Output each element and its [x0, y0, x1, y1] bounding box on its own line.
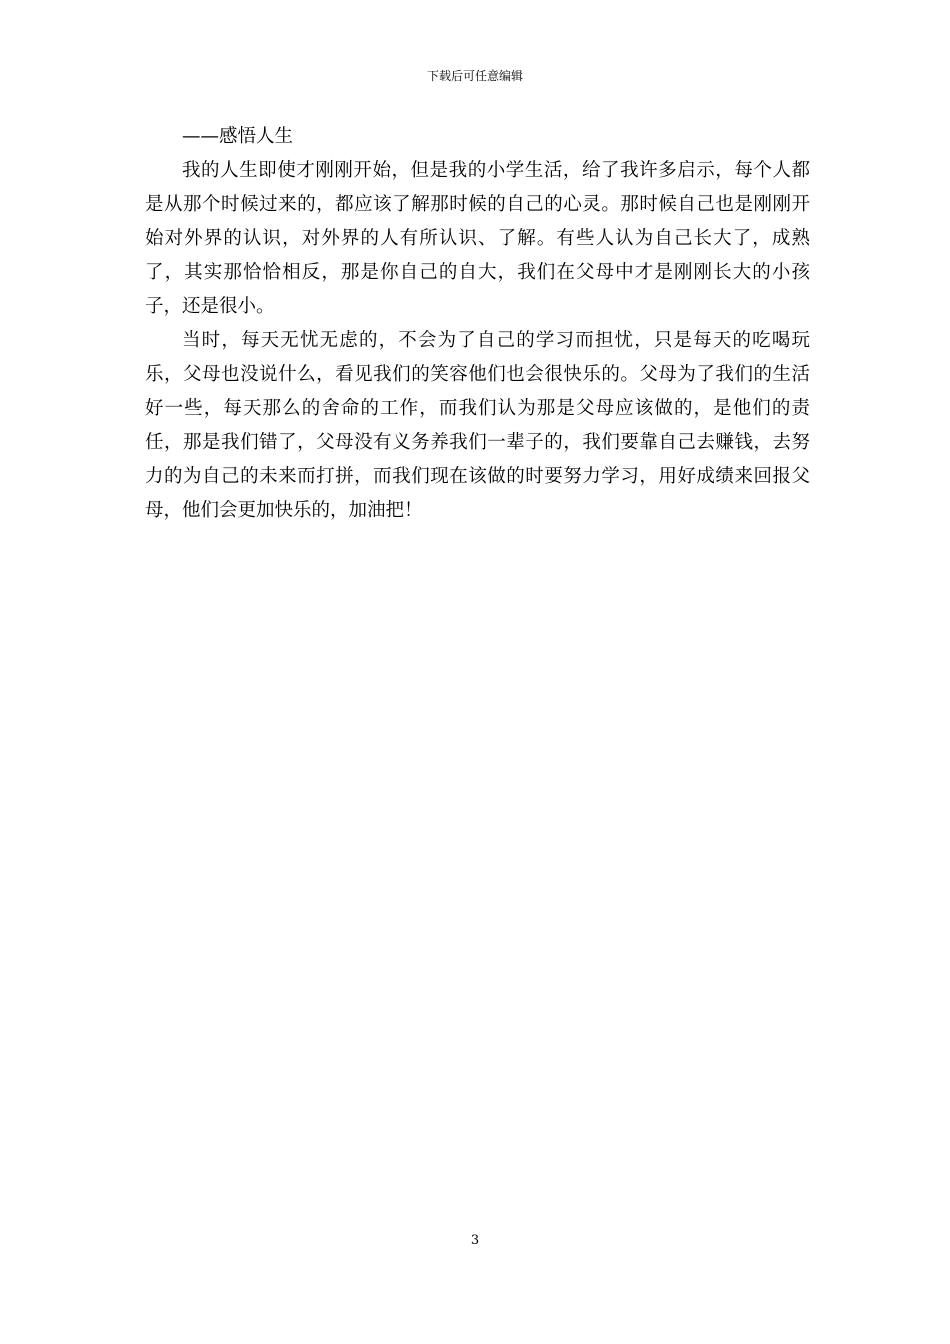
paragraph-1: 我的人生即使才刚刚开始，但是我的小学生活，给了我许多启示，每个人都是从那个时候过来的，都应该了解那时候的自己的心灵。那时候自己也是刚刚开始对外界的认识，对外界的人有所认识、了解。有些人认为自己长大了，成熟了，其实那恰恰相反，那是你自己的自大，我们在父母中才是刚刚长大的小孩子，还是很小。 [145, 160, 810, 317]
article-subtitle: ——感悟人生 [182, 126, 294, 147]
paragraph-2: 当时，每天无忧无虑的，不会为了自己的学习而担忧，只是每天的吃喝玩乐，父母也没说什么，看见我们的笑容他们也会很快乐的。父母为了我们的生活好一些，每天那么的舍命的工作，而我们认为那是父母应该做的，是他们的责任，那是我们错了，父母没有义务养我们一辈子的，我们要靠自己去赚钱，去努力的为自己的未来而打拼，而我们现在该做的时要努力学习，用好成绩来回报父母，他们会更加快乐的，加油把！ [145, 330, 810, 521]
document-body [145, 120, 810, 528]
page-header-note: 下载后可任意编辑 [426, 69, 523, 83]
page-number: 3 [470, 1233, 480, 1248]
